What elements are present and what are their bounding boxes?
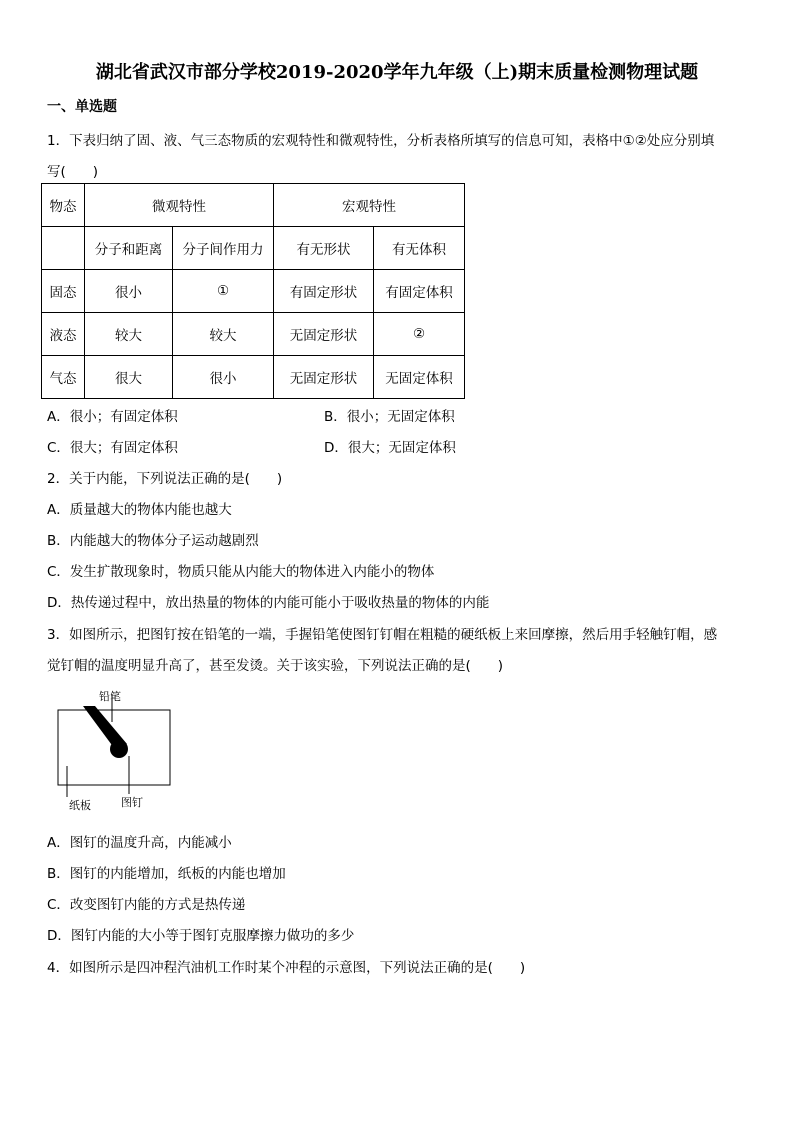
- table-cell: 有固定体积: [374, 270, 465, 313]
- section-heading: 一、单选题: [47, 99, 117, 115]
- q2-option-a: A．质量越大的物体内能也越大: [47, 502, 232, 518]
- pin-label: 图钉: [121, 796, 143, 809]
- table-cell: 固态: [42, 270, 85, 313]
- table-row: [42, 313, 465, 356]
- table-cell: 很小: [173, 356, 274, 399]
- q1-option-c: C．很大；有固定体积: [47, 440, 178, 456]
- page-title: 湖北省武汉市部分学校2019-2020学年九年级（上)期末质量检测物理试题: [95, 62, 699, 83]
- table-cell: 无固定形状: [274, 356, 374, 399]
- table-cell: 气态: [42, 356, 85, 399]
- subheader-force: 分子间作用力: [173, 227, 274, 270]
- q3-option-d: D．图钉内能的大小等于图钉克服摩擦力做功的多少: [47, 928, 355, 944]
- q3-stem-line1: 3．如图所示，把图钉按在铅笔的一端，手握铅笔使图钉钉帽在粗糙的硬纸板上来回摩擦，然后用手轻触钉帽，感: [47, 627, 718, 643]
- q2-option-d: D．热传递过程中，放出热量的物体的内能可能小于吸收热量的物体的内能: [47, 595, 490, 611]
- table-cell: 很小: [85, 270, 173, 313]
- table-cell: 液态: [42, 313, 85, 356]
- states-table: [41, 183, 465, 399]
- q1-option-d: D．很大；无固定体积: [324, 440, 456, 456]
- table-cell: 很大: [85, 356, 173, 399]
- q1-option-b: B．很小；无固定体积: [324, 409, 455, 425]
- pencil-label: 铅笔: [99, 690, 121, 703]
- pencil-pin-figure: [55, 688, 180, 818]
- q1-stem-line1: 1．下表归纳了固、液、气三态物质的宏观特性和微观特性，分析表格所填写的信息可知，表格中①②处应分别填: [47, 133, 715, 149]
- q3-option-a: A．图钉的温度升高，内能减小: [47, 835, 232, 851]
- table-cell: 无固定形状: [274, 313, 374, 356]
- subheader-distance: 分子和距离: [85, 227, 173, 270]
- q2-stem: 2．关于内能，下列说法正确的是( ): [47, 471, 283, 487]
- subheader-volume: 有无体积: [374, 227, 465, 270]
- table-cell: 无固定体积: [374, 356, 465, 399]
- table-row: [42, 356, 465, 399]
- q1-option-a: A．很小；有固定体积: [47, 409, 178, 425]
- table-cell: ①: [173, 270, 274, 313]
- table-row: [42, 270, 465, 313]
- table-cell: 有固定形状: [274, 270, 374, 313]
- q2-option-b: B．内能越大的物体分子运动越剧烈: [47, 533, 259, 549]
- board-label: 纸板: [69, 799, 91, 812]
- q3-option-b: B．图钉的内能增加，纸板的内能也增加: [47, 866, 286, 882]
- table-cell: ②: [374, 313, 465, 356]
- table-cell: 较大: [85, 313, 173, 356]
- q3-stem-line2: 觉钉帽的温度明显升高了，甚至发烫。关于该实验，下列说法正确的是( ): [47, 658, 504, 674]
- pushpin-shape: [110, 740, 128, 758]
- header-micro: 微观特性: [85, 184, 274, 227]
- header-empty: [42, 227, 85, 270]
- header-macro: 宏观特性: [274, 184, 465, 227]
- subheader-shape: 有无形状: [274, 227, 374, 270]
- q4-stem: 4．如图所示是四冲程汽油机工作时某个冲程的示意图，下列说法正确的是( ): [47, 960, 526, 976]
- q2-option-c: C．发生扩散现象时，物质只能从内能大的物体进入内能小的物体: [47, 564, 435, 580]
- q1-stem-line2: 写( ): [47, 164, 99, 180]
- table-cell: 较大: [173, 313, 274, 356]
- header-state: 物态: [42, 184, 85, 227]
- q3-option-c: C．改变图钉内能的方式是热传递: [47, 897, 246, 913]
